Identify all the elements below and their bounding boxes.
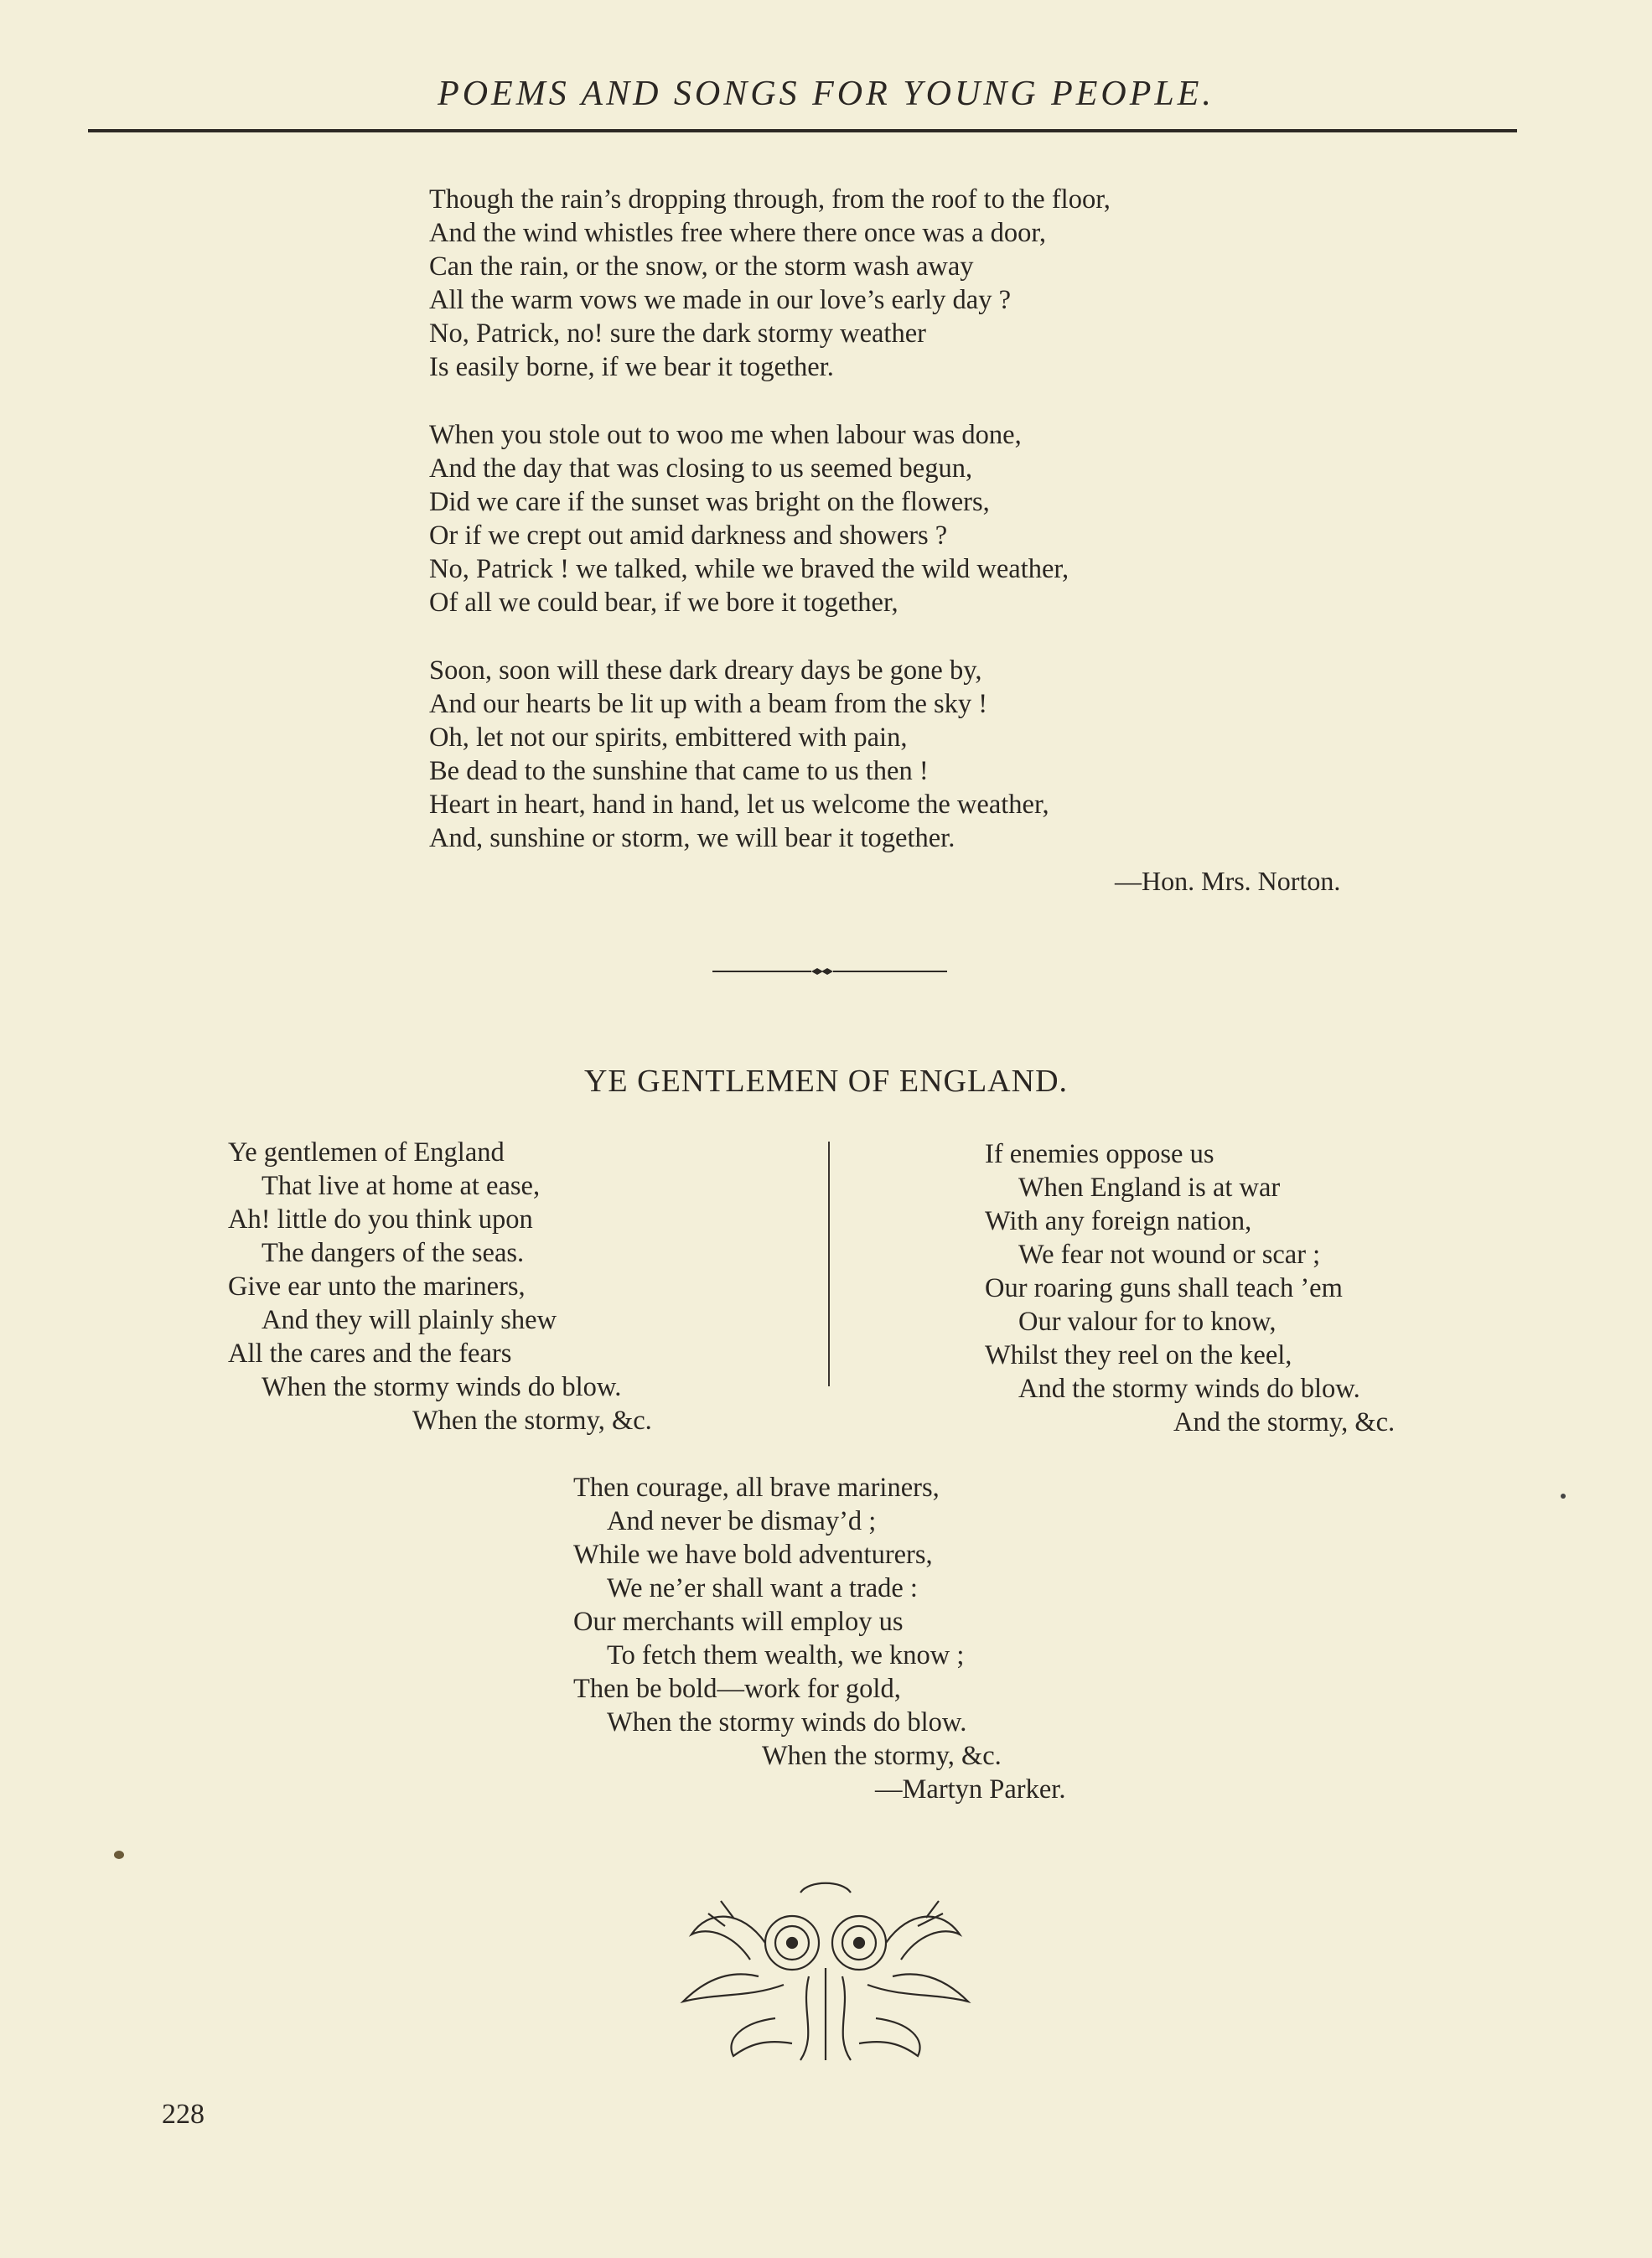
verse-line: Then courage, all brave mariners, <box>573 1473 940 1503</box>
running-head: POEMS AND SONGS FOR YOUNG PEOPLE. <box>438 75 1214 113</box>
poem-norton <box>429 183 1111 889</box>
verse-line: And our hearts be lit up with a beam from the sky ! <box>429 689 988 719</box>
verse-line: Oh, let not our spirits, embittered with pain, <box>429 722 908 753</box>
verse-line: When the stormy, &c. <box>412 1406 652 1436</box>
verse-line: Ah! little do you think upon <box>228 1204 533 1235</box>
verse-line: And, sunshine or storm, we will bear it together. <box>429 823 955 853</box>
verse-line: The dangers of the seas. <box>262 1238 525 1268</box>
verse-line: Can the rain, or the snow, or the storm wash away <box>429 251 974 282</box>
ornamental-rule-icon <box>712 966 947 977</box>
verse-line: Give ear unto the mariners, <box>228 1271 526 1302</box>
verse-line: When you stole out to woo me when labour was done, <box>429 420 1022 450</box>
verse-line: And the stormy winds do blow. <box>1018 1374 1360 1404</box>
verse-line: That live at home at ease, <box>262 1171 541 1201</box>
poem2-attribution: —Martyn Parker. <box>875 1774 1066 1805</box>
header-rule <box>88 129 1517 132</box>
verse-line: Ye gentlemen of England <box>228 1137 505 1168</box>
verse-line: When the stormy, &c. <box>762 1741 1002 1771</box>
verse-line: Our roaring guns shall teach ’em <box>985 1273 1343 1303</box>
stanza-3 <box>429 654 1111 855</box>
verse-line: We ne’er shall want a trade : <box>607 1573 918 1603</box>
verse-line: Whilst they reel on the keel, <box>985 1340 1292 1370</box>
verse-line: Be dead to the sunshine that came to us then ! <box>429 756 929 786</box>
verse-line: We fear not wound or scar ; <box>1018 1240 1321 1270</box>
verse-line: All the cares and the fears <box>228 1339 512 1369</box>
verse-line: Then be bold—work for gold, <box>573 1674 901 1704</box>
verse-line: Our valour for to know, <box>1018 1307 1277 1337</box>
poem2-final-stanza <box>573 1471 1065 1806</box>
verse-line: While we have bold adventurers, <box>573 1540 933 1570</box>
poem2-right-column <box>985 1137 1395 1439</box>
paper-speck <box>1561 1494 1566 1499</box>
page-number: 228 <box>162 2099 205 2130</box>
verse-line: With any foreign nation, <box>985 1206 1252 1236</box>
verse-line: Did we care if the sunset was bright on the flowers, <box>429 487 990 517</box>
verse-line: When England is at war <box>1018 1173 1281 1203</box>
verse-line: Though the rain’s dropping through, from the roof to the floor, <box>429 184 1111 215</box>
verse-line: If enemies oppose us <box>985 1139 1214 1169</box>
poem2-title: YE GENTLEMEN OF ENGLAND. <box>583 1064 1069 1099</box>
verse-line: All the warm vows we made in our love’s early day ? <box>429 285 1012 315</box>
paper-stain <box>114 1851 124 1859</box>
verse-line: To fetch them wealth, we know ; <box>607 1640 965 1670</box>
verse-line: Of all we could bear, if we bore it together, <box>429 588 899 618</box>
verse-line: When the stormy winds do blow. <box>262 1372 622 1402</box>
verse-line: And they will plainly shew <box>262 1305 557 1335</box>
verse-line: And the stormy, &c. <box>1173 1407 1396 1437</box>
verse-line: Our merchants will employ us <box>573 1607 904 1637</box>
stanza-2 <box>429 418 1111 619</box>
verse-line: No, Patrick ! we talked, while we braved the wild weather, <box>429 554 1069 584</box>
verse-line: And the day that was closing to us seemed begun, <box>429 453 973 484</box>
column-divider <box>828 1142 830 1386</box>
verse-line: And the wind whistles free where there once was a door, <box>429 218 1047 248</box>
floral-tailpiece-icon <box>675 1876 976 2077</box>
poem1-attribution: —Hon. Mrs. Norton. <box>1115 866 1341 896</box>
verse-line: Soon, soon will these dark dreary days be gone by, <box>429 655 982 686</box>
verse-line: And never be dismay’d ; <box>607 1506 877 1536</box>
verse-line: Heart in heart, hand in hand, let us welcome the weather, <box>429 790 1049 820</box>
verse-line: Or if we crept out amid darkness and showers ? <box>429 520 948 551</box>
verse-line: When the stormy winds do blow. <box>607 1707 967 1738</box>
verse-line: Is easily borne, if we bear it together. <box>429 352 834 382</box>
stanza-1 <box>429 183 1111 384</box>
verse-line: No, Patrick, no! sure the dark stormy weather <box>429 319 926 349</box>
poem2-left-column <box>228 1136 652 1437</box>
